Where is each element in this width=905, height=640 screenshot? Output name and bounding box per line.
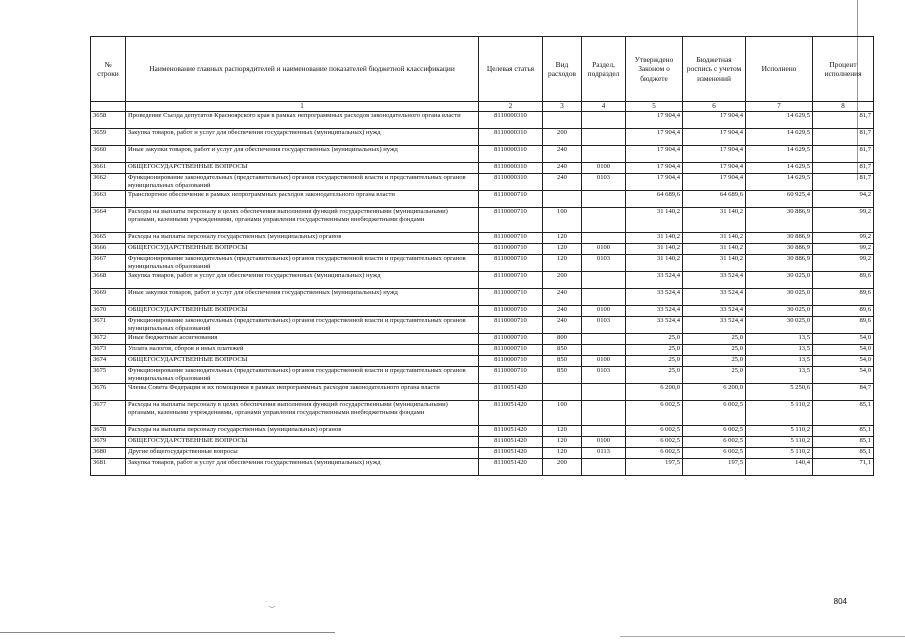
row-number-cell: 3662 [91,174,126,191]
table-row [91,356,874,367]
row-percent-cell: 85,1 [813,426,874,437]
row-number-cell: 3678 [91,426,126,437]
row-name-cell: Расходы на выплаты персоналу в целях обеспечения выполнения функций государственными (муниципальными) органами, казенными учреждениями, органами управления государственными внебюджетными фондами [126,401,479,426]
budget-table-sheet [90,36,873,476]
table-row [91,459,874,476]
column-number: 1 [126,102,479,112]
row-target-article-cell: 8110000710 [479,208,543,233]
table-row [91,384,874,401]
row-section-cell: 0100 [582,163,626,174]
row-expense-type-cell: 850 [543,367,582,384]
row-expense-type-cell: 120 [543,437,582,448]
row-approved-cell: 6 002,5 [626,448,683,459]
table-row [91,306,874,317]
row-expense-type-cell: 120 [543,233,582,244]
row-percent-cell: 85,1 [813,448,874,459]
row-percent-cell: 54,0 [813,345,874,356]
row-number-cell: 3681 [91,459,126,476]
row-target-article-cell: 8110000710 [479,356,543,367]
budget-execution-table [90,36,874,476]
row-number-cell: 3673 [91,345,126,356]
header-percent: Процент исполнения [813,37,874,102]
row-percent-cell: 99,2 [813,233,874,244]
row-executed-cell: 13,5 [746,345,813,356]
row-percent-cell: 54,0 [813,334,874,345]
row-number-cell: 3666 [91,244,126,255]
header-row [91,37,874,102]
row-name-cell: Уплата налогов, сборов и иных платежей [126,345,479,356]
row-section-cell: 0100 [582,306,626,317]
row-name-cell: Расходы на выплаты персоналу государственных (муниципальных) органов [126,233,479,244]
row-approved-cell: 33 524,4 [626,317,683,334]
row-executed-cell: 5 110,2 [746,426,813,437]
row-executed-cell: 30 025,0 [746,317,813,334]
table-row [91,289,874,306]
row-budget-schedule-cell: 6 002,5 [683,448,746,459]
row-budget-schedule-cell: 33 524,4 [683,272,746,289]
row-percent-cell: 89,6 [813,289,874,306]
table-row [91,163,874,174]
row-expense-type-cell: 120 [543,255,582,272]
row-target-article-cell: 8110000710 [479,255,543,272]
table-row [91,112,874,129]
row-executed-cell: 30 886,9 [746,233,813,244]
row-expense-type-cell: 240 [543,163,582,174]
row-approved-cell: 33 524,4 [626,272,683,289]
row-percent-cell: 85,1 [813,437,874,448]
row-target-article-cell: 8110000710 [479,367,543,384]
row-budget-schedule-cell: 6 002,5 [683,426,746,437]
row-target-article-cell: 8110000710 [479,334,543,345]
row-target-article-cell: 8110051420 [479,437,543,448]
row-target-article-cell: 8110051420 [479,401,543,426]
row-expense-type-cell: 200 [543,272,582,289]
row-name-cell: Функционирование законодательных (представительных) органов государственной власти и представительных органов муниципальных образований [126,367,479,384]
row-percent-cell: 54,0 [813,367,874,384]
row-percent-cell: 81,7 [813,112,874,129]
row-name-cell: Функционирование законодательных (представительных) органов государственной власти и представительных органов муниципальных образований [126,317,479,334]
row-executed-cell: 14 629,5 [746,163,813,174]
row-budget-schedule-cell: 25,0 [683,345,746,356]
row-approved-cell: 25,0 [626,345,683,356]
row-section-cell: 0100 [582,437,626,448]
table-row [91,233,874,244]
row-number-cell: 3668 [91,272,126,289]
row-approved-cell: 33 524,4 [626,289,683,306]
row-percent-cell: 89,6 [813,306,874,317]
row-approved-cell: 17 904,4 [626,146,683,163]
row-budget-schedule-cell: 25,0 [683,367,746,384]
row-name-cell: Расходы на выплаты персоналу государственных (муниципальных) органов [126,426,479,437]
row-expense-type-cell [543,112,582,129]
row-expense-type-cell: 240 [543,174,582,191]
table-row [91,129,874,146]
table-row [91,367,874,384]
row-number-cell: 3671 [91,317,126,334]
row-section-cell: 0100 [582,356,626,367]
row-expense-type-cell: 240 [543,306,582,317]
row-number-cell: 3672 [91,334,126,345]
row-name-cell: Иные закупки товаров, работ и услуг для обеспечения государственных (муниципальных) нужд [126,289,479,306]
row-expense-type-cell: 850 [543,345,582,356]
row-expense-type-cell: 240 [543,289,582,306]
row-executed-cell: 13,5 [746,356,813,367]
row-executed-cell: 14 629,5 [746,112,813,129]
row-number-cell: 3680 [91,448,126,459]
row-budget-schedule-cell: 197,5 [683,459,746,476]
row-target-article-cell: 8110000710 [479,272,543,289]
row-name-cell: Функционирование законодательных (представительных) органов государственной власти и представительных органов муниципальных образований [126,255,479,272]
scan-bottom-line [0,632,335,633]
row-target-article-cell: 8110000710 [479,306,543,317]
row-name-cell: Члены Совета Федерации и их помощники в рамках непрограммных расходов законодательного органа власти [126,384,479,401]
column-number: 2 [479,102,543,112]
row-name-cell: ОБЩЕГОСУДАРСТВЕННЫЕ ВОПРОСЫ [126,437,479,448]
row-executed-cell: 30 886,9 [746,208,813,233]
row-approved-cell: 6 002,5 [626,426,683,437]
row-expense-type-cell [543,191,582,208]
header-section: Раздел, подраздел [582,37,626,102]
row-percent-cell: 81,7 [813,174,874,191]
row-target-article-cell: 8110000310 [479,163,543,174]
row-name-cell: Закупка товаров, работ и услуг для обеспечения государственных (муниципальных) нужд [126,459,479,476]
row-percent-cell: 89,6 [813,272,874,289]
scan-artifact: ˙ ‿ [265,600,275,608]
header-target-article: Целевая статья [479,37,543,102]
row-section-cell [582,289,626,306]
table-row [91,208,874,233]
row-budget-schedule-cell: 25,0 [683,334,746,345]
row-approved-cell: 197,5 [626,459,683,476]
table-row [91,174,874,191]
row-executed-cell: 140,4 [746,459,813,476]
column-number [91,102,126,112]
row-budget-schedule-cell: 17 904,4 [683,163,746,174]
row-name-cell: Иные бюджетные ассигнования [126,334,479,345]
row-section-cell [582,129,626,146]
row-name-cell: ОБЩЕГОСУДАРСТВЕННЫЕ ВОПРОСЫ [126,306,479,317]
row-approved-cell: 25,0 [626,367,683,384]
table-header [91,37,874,112]
table-row [91,426,874,437]
header-budget-schedule: Бюджетная роспись с учетом изменений [683,37,746,102]
row-section-cell: 0100 [582,244,626,255]
row-budget-schedule-cell: 31 140,2 [683,255,746,272]
row-section-cell [582,401,626,426]
row-section-cell [582,384,626,401]
row-budget-schedule-cell: 33 524,4 [683,317,746,334]
row-budget-schedule-cell: 25,0 [683,356,746,367]
row-number-cell: 3675 [91,367,126,384]
row-section-cell [582,112,626,129]
table-row [91,191,874,208]
table-row [91,334,874,345]
header-name: Наименование главных распорядителей и наименование показателей бюджетной классификации [126,37,479,102]
row-percent-cell: 54,0 [813,356,874,367]
row-target-article-cell: 8110000310 [479,174,543,191]
row-executed-cell: 13,5 [746,334,813,345]
row-budget-schedule-cell: 31 140,2 [683,233,746,244]
row-budget-schedule-cell: 6 002,5 [683,401,746,426]
row-percent-cell: 99,2 [813,208,874,233]
row-section-cell [582,208,626,233]
row-budget-schedule-cell: 17 904,4 [683,112,746,129]
row-target-article-cell: 8110000310 [479,112,543,129]
row-executed-cell: 60 925,4 [746,191,813,208]
row-budget-schedule-cell: 17 904,4 [683,174,746,191]
row-target-article-cell: 8110051420 [479,459,543,476]
row-target-article-cell: 8110000710 [479,317,543,334]
row-number-cell: 3667 [91,255,126,272]
row-approved-cell: 25,0 [626,356,683,367]
row-name-cell: Иные закупки товаров, работ и услуг для обеспечения государственных (муниципальных) нужд [126,146,479,163]
row-budget-schedule-cell: 31 140,2 [683,244,746,255]
row-approved-cell: 31 140,2 [626,208,683,233]
row-approved-cell: 6 002,5 [626,437,683,448]
row-number-cell: 3679 [91,437,126,448]
row-approved-cell: 31 140,2 [626,244,683,255]
row-number-cell: 3676 [91,384,126,401]
row-approved-cell: 17 904,4 [626,174,683,191]
row-number-cell: 3665 [91,233,126,244]
row-approved-cell: 17 904,4 [626,112,683,129]
row-executed-cell: 30 886,9 [746,244,813,255]
row-budget-schedule-cell: 64 689,6 [683,191,746,208]
row-section-cell: 0113 [582,448,626,459]
row-target-article-cell: 8110000710 [479,289,543,306]
column-number: 6 [683,102,746,112]
row-name-cell: ОБЩЕГОСУДАРСТВЕННЫЕ ВОПРОСЫ [126,163,479,174]
table-row [91,437,874,448]
row-section-cell [582,459,626,476]
scan-bottom-line-right [620,636,905,637]
row-name-cell: Закупка товаров, работ и услуг для обеспечения государственных (муниципальных) нужд [126,272,479,289]
row-approved-cell: 31 140,2 [626,255,683,272]
row-section-cell: 0103 [582,174,626,191]
row-expense-type-cell [543,384,582,401]
row-approved-cell: 6 200,0 [626,384,683,401]
row-approved-cell: 17 904,4 [626,163,683,174]
row-budget-schedule-cell: 17 904,4 [683,146,746,163]
table-row [91,255,874,272]
row-budget-schedule-cell: 6 002,5 [683,437,746,448]
row-expense-type-cell: 100 [543,401,582,426]
row-executed-cell: 13,5 [746,367,813,384]
table-row [91,317,874,334]
row-number-cell: 3664 [91,208,126,233]
row-target-article-cell: 8110000710 [479,345,543,356]
column-number: 5 [626,102,683,112]
row-executed-cell: 14 629,5 [746,129,813,146]
row-section-cell [582,345,626,356]
row-target-article-cell: 8110000710 [479,244,543,255]
row-expense-type-cell: 800 [543,334,582,345]
row-name-cell: ОБЩЕГОСУДАРСТВЕННЫЕ ВОПРОСЫ [126,244,479,255]
row-number-cell: 3670 [91,306,126,317]
row-approved-cell: 33 524,4 [626,306,683,317]
table-row [91,244,874,255]
row-target-article-cell: 8110000310 [479,129,543,146]
row-expense-type-cell: 240 [543,317,582,334]
row-executed-cell: 30 025,0 [746,306,813,317]
row-expense-type-cell: 120 [543,244,582,255]
row-percent-cell: 81,7 [813,146,874,163]
row-section-cell: 0103 [582,255,626,272]
row-target-article-cell: 8110051420 [479,384,543,401]
row-approved-cell: 25,0 [626,334,683,345]
row-target-article-cell: 8110051420 [479,426,543,437]
row-expense-type-cell: 200 [543,129,582,146]
row-expense-type-cell: 120 [543,448,582,459]
table-row [91,272,874,289]
row-number-cell: 3661 [91,163,126,174]
row-expense-type-cell: 100 [543,208,582,233]
row-name-cell: Закупка товаров, работ и услуг для обеспечения государственных (муниципальных) нужд [126,129,479,146]
row-name-cell: Расходы на выплаты персоналу в целях обеспечения выполнения функций государственными (муниципальными) органами, казенными учреждениями, органами управления государственными внебюджетными фондами [126,208,479,233]
row-number-cell: 3669 [91,289,126,306]
row-executed-cell: 5 110,2 [746,448,813,459]
header-row-number: № строки [91,37,126,102]
column-number: 4 [582,102,626,112]
table-row [91,448,874,459]
row-name-cell: Проведение Съезда депутатов Красноярского края в рамках непрограммных расходов законодательного органа власти [126,112,479,129]
row-budget-schedule-cell: 6 200,0 [683,384,746,401]
column-numbers-row [91,102,874,112]
row-approved-cell: 64 689,6 [626,191,683,208]
row-number-cell: 3658 [91,112,126,129]
row-approved-cell: 6 002,5 [626,401,683,426]
row-number-cell: 3659 [91,129,126,146]
row-executed-cell: 30 025,0 [746,272,813,289]
row-budget-schedule-cell: 33 524,4 [683,289,746,306]
row-budget-schedule-cell: 33 524,4 [683,306,746,317]
row-name-cell: ОБЩЕГОСУДАРСТВЕННЫЕ ВОПРОСЫ [126,356,479,367]
row-percent-cell: 99,2 [813,255,874,272]
row-percent-cell: 85,1 [813,401,874,426]
row-expense-type-cell: 850 [543,356,582,367]
table-row [91,401,874,426]
row-section-cell: 0103 [582,317,626,334]
row-target-article-cell: 8110051420 [479,448,543,459]
row-budget-schedule-cell: 17 904,4 [683,129,746,146]
row-percent-cell: 84,7 [813,384,874,401]
row-expense-type-cell: 240 [543,146,582,163]
row-approved-cell: 31 140,2 [626,233,683,244]
table-body [91,112,874,476]
row-name-cell: Другие общегосударственные вопросы [126,448,479,459]
row-section-cell [582,233,626,244]
header-approved: Утверждено Законом о бюджете [626,37,683,102]
row-executed-cell: 30 025,0 [746,289,813,306]
row-name-cell: Транспортное обеспечение в рамках непрограммных расходов законодательного органа власти [126,191,479,208]
row-executed-cell: 5 110,2 [746,437,813,448]
row-percent-cell: 81,7 [813,163,874,174]
row-executed-cell: 5 110,2 [746,401,813,426]
row-section-cell [582,272,626,289]
row-number-cell: 3663 [91,191,126,208]
row-percent-cell: 71,1 [813,459,874,476]
column-number: 8 [813,102,874,112]
row-number-cell: 3677 [91,401,126,426]
row-section-cell: 0103 [582,367,626,384]
row-target-article-cell: 8110000710 [479,191,543,208]
row-percent-cell: 89,6 [813,317,874,334]
row-budget-schedule-cell: 31 140,2 [683,208,746,233]
row-target-article-cell: 8110000710 [479,233,543,244]
row-executed-cell: 5 250,6 [746,384,813,401]
row-percent-cell: 99,2 [813,244,874,255]
row-section-cell [582,334,626,345]
row-executed-cell: 14 629,5 [746,174,813,191]
column-number: 3 [543,102,582,112]
row-number-cell: 3660 [91,146,126,163]
row-approved-cell: 17 904,4 [626,129,683,146]
table-row [91,345,874,356]
row-executed-cell: 30 886,9 [746,255,813,272]
header-executed: Исполнено [746,37,813,102]
row-section-cell [582,426,626,437]
row-section-cell [582,191,626,208]
column-number: 7 [746,102,813,112]
row-expense-type-cell: 120 [543,426,582,437]
row-number-cell: 3674 [91,356,126,367]
row-section-cell [582,146,626,163]
row-name-cell: Функционирование законодательных (представительных) органов государственной власти и представительных органов муниципальных образований [126,174,479,191]
row-percent-cell: 81,7 [813,129,874,146]
row-executed-cell: 14 629,5 [746,146,813,163]
row-percent-cell: 94,2 [813,191,874,208]
row-expense-type-cell: 200 [543,459,582,476]
page-number: 804 [833,597,847,606]
row-target-article-cell: 8110000310 [479,146,543,163]
header-expense-type: Вид расходов [543,37,582,102]
table-row [91,146,874,163]
